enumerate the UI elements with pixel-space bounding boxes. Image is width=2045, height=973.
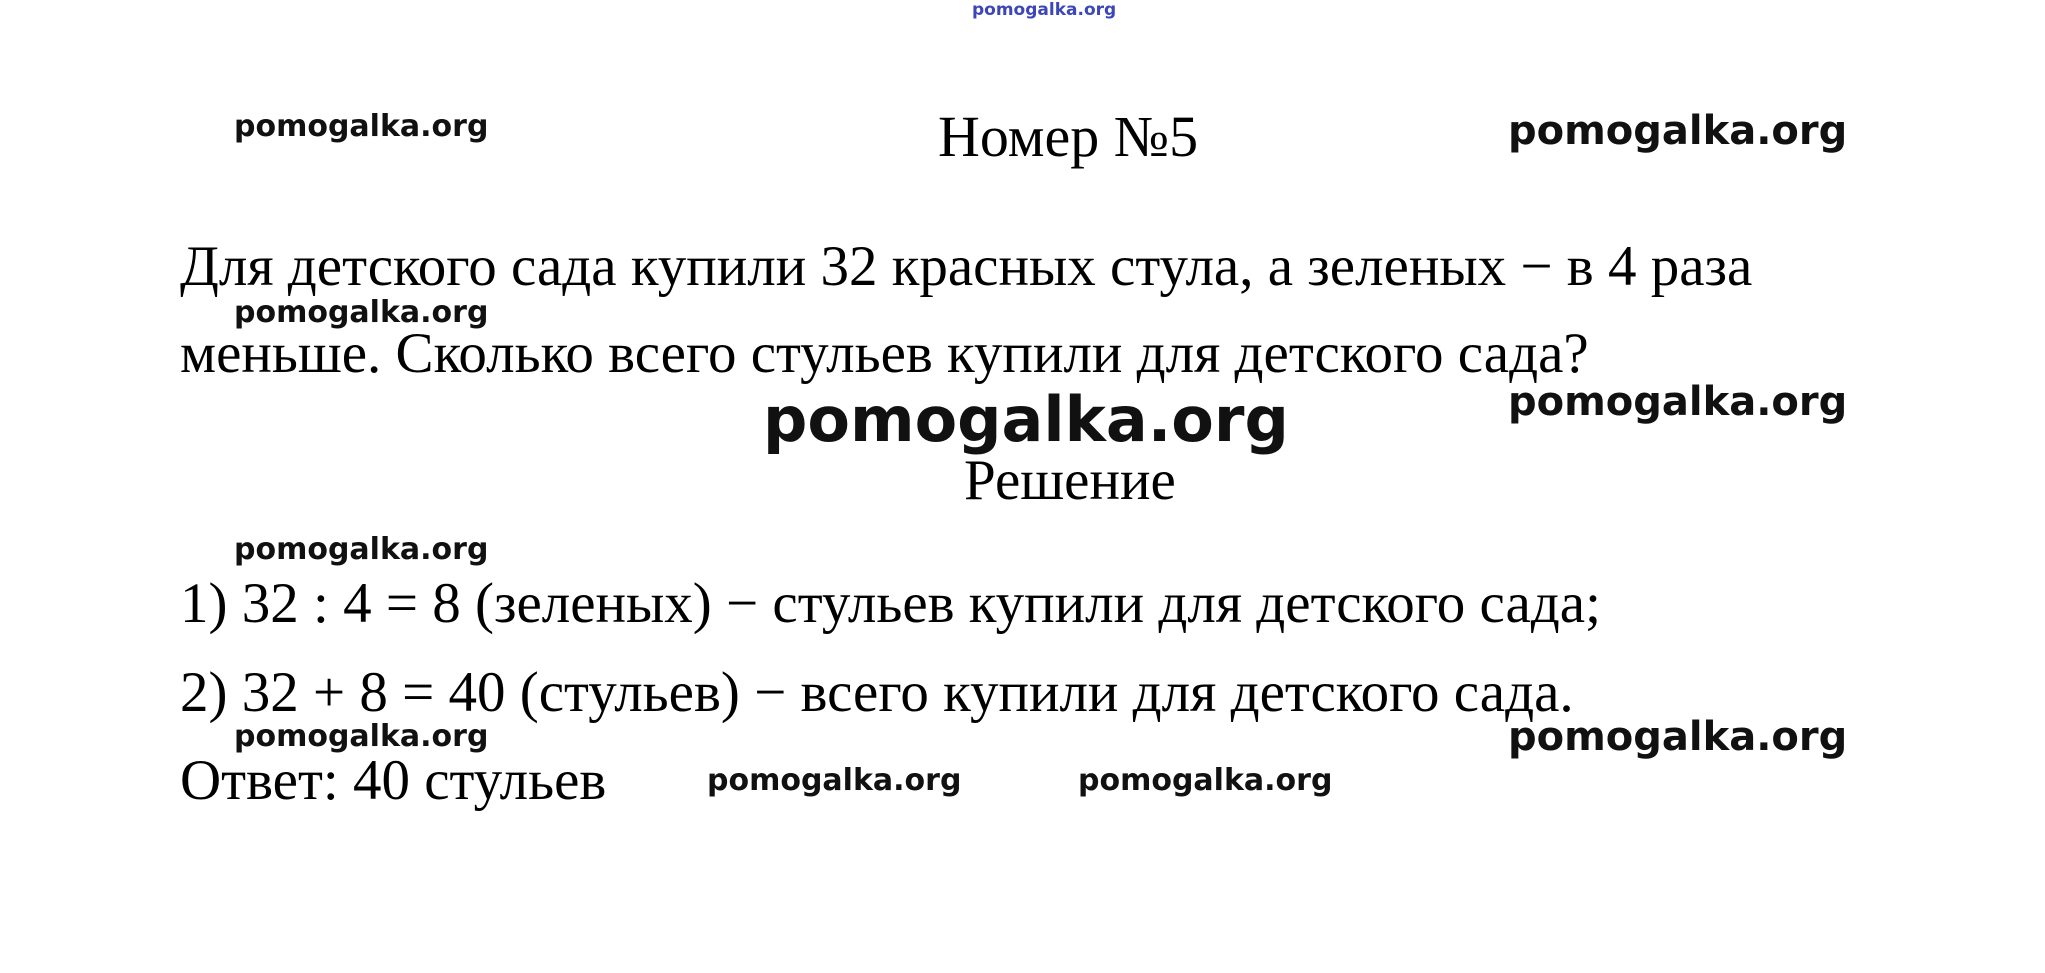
watermark: pomogalka.org — [234, 532, 489, 567]
watermark-top: pomogalka.org — [972, 0, 1117, 20]
watermark: pomogalka.org — [763, 383, 1289, 456]
watermark: pomogalka.org — [234, 295, 489, 330]
solution-heading: Решение — [964, 449, 1176, 512]
problem-text-line-1: Для детского сада купили 32 красных стула, а зеленых − в 4 раза — [180, 235, 1753, 298]
watermark: pomogalka.org — [1508, 714, 1848, 760]
watermark: pomogalka.org — [1078, 763, 1333, 798]
solution-step-1: 1) 32 : 4 = 8 (зеленых) − стульев купили для детского сада; — [180, 572, 1601, 635]
watermark: pomogalka.org — [707, 763, 962, 798]
page-title: Номер №5 — [938, 104, 1199, 169]
solution-step-2: 2) 32 + 8 = 40 (стульев) − всего купили для детского сада. — [180, 661, 1574, 724]
watermark: pomogalka.org — [1508, 379, 1848, 425]
problem-text-line-2: меньше. Сколько всего стульев купили для детского сада? — [180, 322, 1589, 385]
watermark: pomogalka.org — [234, 109, 489, 144]
answer-text: Ответ: 40 стульев — [180, 749, 607, 812]
watermark: pomogalka.org — [234, 719, 489, 754]
watermark: pomogalka.org — [1508, 108, 1848, 154]
